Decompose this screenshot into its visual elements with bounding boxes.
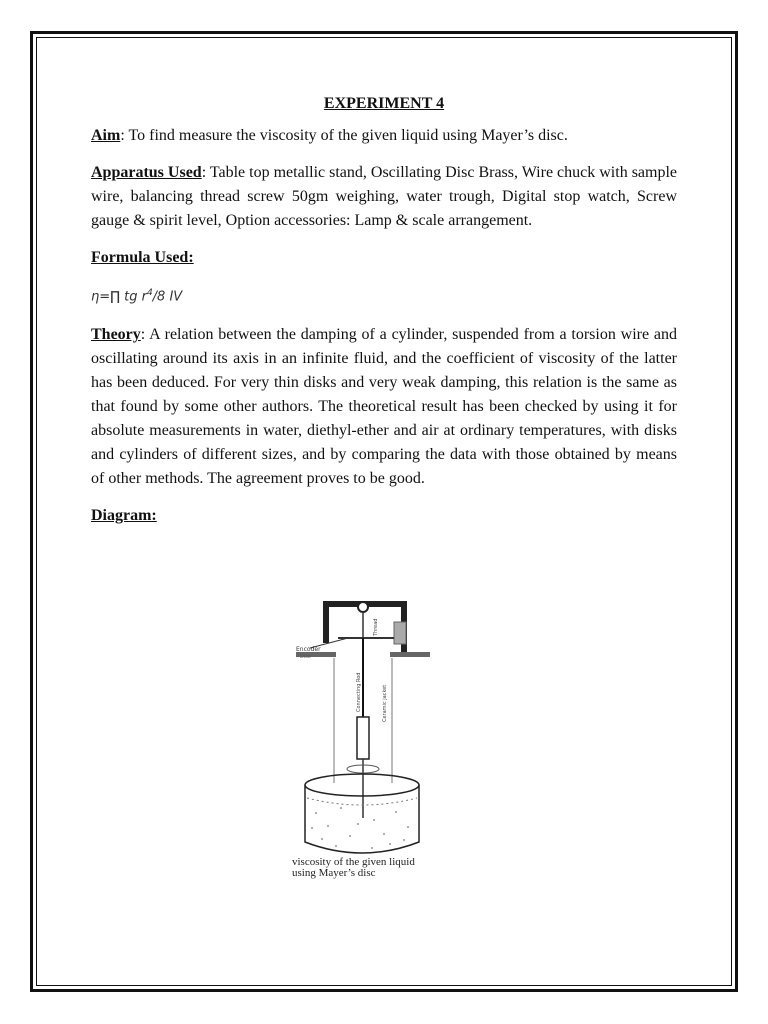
- right-ledge: [390, 652, 430, 657]
- formula-rhs: /8 IV: [152, 289, 183, 305]
- document-body: [91, 92, 677, 539]
- thread-screw-icon: [358, 602, 368, 612]
- mayers-disc-diagram: [286, 598, 446, 883]
- apparatus-illustration: [286, 598, 446, 883]
- liquid-particles: [311, 807, 409, 849]
- aim-text: : To find measure the viscosity of the given liquid using Mayer’s disc.: [120, 127, 568, 144]
- apparatus-paragraph: [91, 161, 677, 233]
- formula-exponent: 4: [146, 288, 153, 298]
- experiment-title: EXPERIMENT 4: [323, 95, 445, 112]
- trough-rim: [305, 774, 419, 796]
- theory-label: Theory: [91, 326, 141, 344]
- rod-block: [357, 717, 369, 759]
- formula-heading: Formula Used:: [91, 249, 194, 266]
- thread-label: Thread: [373, 618, 379, 636]
- caption-line-2: using Mayer’s disc: [292, 867, 376, 879]
- ceramic-jacket-label: Ceramic jacket: [382, 684, 388, 722]
- diagram-heading: Diagram:: [91, 507, 157, 525]
- formula: [91, 281, 677, 309]
- theory-text: : A relation between the damping of a cylinder, suspended from a torsion wire and oscillating around its axis in an infinite fluid, and the coefficient of viscosity of the latter has been deduced. For very thin disks and very weak damping, this relation is the same as that found by some other authors. The theoretical result has been checked by using it for absolute measurements in water, diethyl-ether and air at ordinary temperatures, with disks and cylinders of different sizes, and by comparing the data with those obtained by means of other methods. The agreement proves to be good.: [91, 326, 677, 488]
- formula-lhs: η=∏ tg r: [91, 289, 147, 305]
- chuck-block: [394, 622, 406, 644]
- diagram-caption: [292, 857, 452, 879]
- apparatus-text: : Table top metallic stand, Oscillating Disc Brass, Wire chuck with sample wire, balancing thread screw 50gm weighing, water trough, Digital stop watch, Screw gauge & spirit level, Option accessories: Lamp & scale arrangement.: [91, 164, 678, 229]
- theory-paragraph: [91, 323, 677, 491]
- trough-body: [305, 785, 419, 853]
- liquid-surface: [307, 798, 417, 805]
- aim-paragraph: [91, 124, 677, 148]
- connecting-rod-label: Connecting Rod: [356, 672, 362, 712]
- encoder-label: Encoder: [296, 646, 321, 653]
- aim-label: Aim: [91, 127, 121, 144]
- caption-line-1: viscosity of the given liquid: [292, 856, 415, 868]
- apparatus-label: Apparatus Used: [91, 164, 202, 181]
- disk-label: Disk: [300, 654, 311, 660]
